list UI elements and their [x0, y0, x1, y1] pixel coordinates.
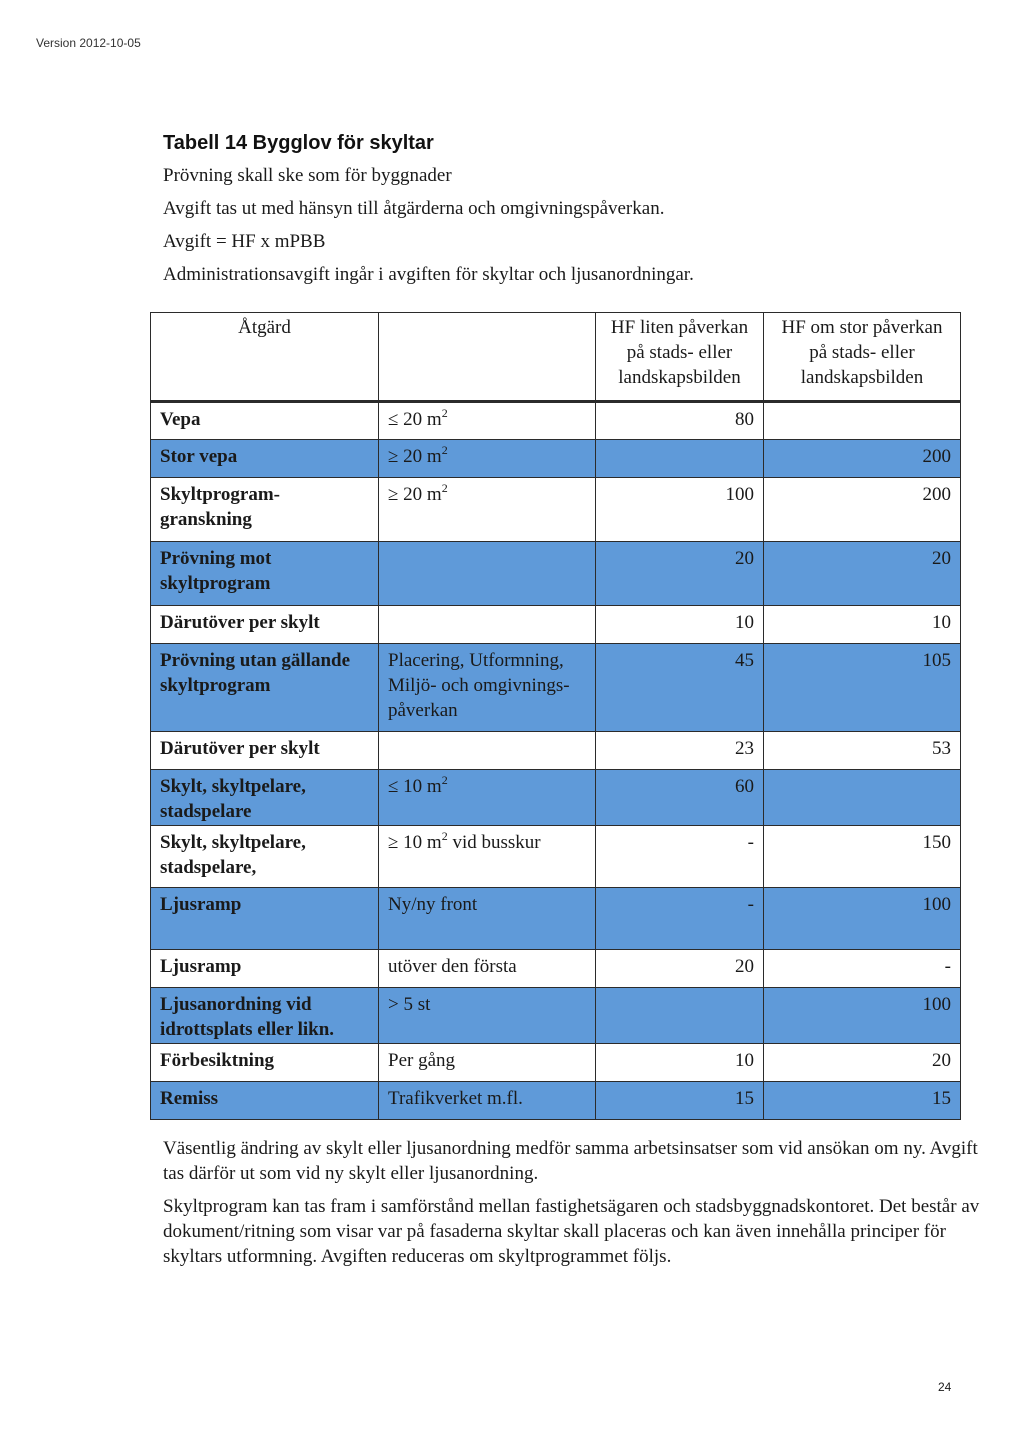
table-row	[151, 1044, 961, 1082]
cell-hf-liten: 80	[596, 402, 764, 440]
cell-hf-stor: 100	[764, 888, 961, 950]
intro-line: Avgift tas ut med hänsyn till åtgärderna och omgivningspåverkan.	[163, 198, 665, 219]
table-row	[151, 644, 961, 732]
cell-atgard: Vepa	[151, 402, 379, 440]
intro-section	[163, 132, 993, 295]
cell-hf-liten: 45	[596, 644, 764, 732]
superscript-exponent: 2	[441, 773, 448, 787]
table-row	[151, 888, 961, 950]
cell-atgard: Skylt, skyltpelare, stadspelare,	[151, 826, 379, 888]
cell-detail-text: ≥ 20 m	[388, 446, 442, 467]
table-row	[151, 478, 961, 542]
cell-detail-text: ≥ 10 m	[388, 832, 442, 853]
cell-detail	[379, 1044, 596, 1082]
cell-hf-stor	[764, 402, 961, 440]
cell-detail	[379, 988, 596, 1044]
cell-hf-liten: 20	[596, 950, 764, 988]
cell-hf-stor	[764, 770, 961, 826]
column-header-atgard: Åtgärd	[151, 313, 379, 402]
cell-atgard: Prövning utan gällande skyltprogram	[151, 644, 379, 732]
cell-detail	[379, 402, 596, 440]
column-header-hf-stor: HF om stor påverkan på stads- eller landskapsbilden	[764, 313, 961, 402]
cell-atgard: Stor vepa	[151, 440, 379, 478]
table-row	[151, 826, 961, 888]
intro-line: Administrationsavgift ingår i avgiften för skyltar och ljusanordningar.	[163, 264, 694, 285]
cell-hf-stor: -	[764, 950, 961, 988]
table-row	[151, 606, 961, 644]
cell-detail	[379, 1082, 596, 1120]
cell-hf-stor: 200	[764, 478, 961, 542]
superscript-exponent: 2	[441, 481, 448, 495]
cell-atgard: Därutöver per skylt	[151, 732, 379, 770]
superscript-exponent: 2	[441, 829, 448, 843]
cell-detail	[379, 826, 596, 888]
cell-detail-text: > 5 st	[388, 994, 431, 1015]
table-row	[151, 988, 961, 1044]
table-row	[151, 732, 961, 770]
version-label: Version 2012-10-05	[36, 36, 141, 50]
cell-atgard: Remiss	[151, 1082, 379, 1120]
cell-hf-liten: -	[596, 888, 764, 950]
table-header-row	[151, 313, 961, 402]
cell-hf-liten: 20	[596, 542, 764, 606]
table-row	[151, 402, 961, 440]
cell-atgard: Ljusramp	[151, 888, 379, 950]
cell-detail-text: ≤ 20 m	[388, 409, 442, 430]
cell-hf-liten: 10	[596, 1044, 764, 1082]
cell-detail	[379, 440, 596, 478]
table-row	[151, 542, 961, 606]
cell-detail-text: Trafikverket m.fl.	[388, 1088, 523, 1109]
table-title: Tabell 14 Bygglov för skyltar	[163, 132, 434, 154]
cell-detail	[379, 644, 596, 732]
cell-detail	[379, 732, 596, 770]
intro-line: Prövning skall ske som för byggnader	[163, 165, 452, 186]
cell-detail-text: Ny/ny front	[388, 894, 478, 915]
cell-atgard: Ljusanordning vid idrottsplats eller likn.	[151, 988, 379, 1044]
cell-hf-stor: 53	[764, 732, 961, 770]
table-row	[151, 440, 961, 478]
cell-hf-stor: 10	[764, 606, 961, 644]
cell-hf-liten: 10	[596, 606, 764, 644]
notes-section	[163, 1136, 993, 1277]
table-row	[151, 770, 961, 826]
cell-detail	[379, 478, 596, 542]
cell-hf-liten: -	[596, 826, 764, 888]
cell-detail	[379, 950, 596, 988]
column-header-hf-liten: HF liten påverkan på stads- eller landskapsbilden	[596, 313, 764, 402]
cell-detail	[379, 606, 596, 644]
cell-hf-liten: 15	[596, 1082, 764, 1120]
cell-detail-text: ≤ 10 m	[388, 776, 442, 797]
cell-atgard: Skylt, skyltpelare, stadspelare	[151, 770, 379, 826]
cell-detail	[379, 542, 596, 606]
note-paragraph: Väsentlig ändring av skylt eller ljusanordning medför samma arbetsinsatser som vid ansökan om ny. Avgift tas därför ut som vid ny skylt eller ljusanordning.	[163, 1138, 978, 1184]
cell-hf-stor: 100	[764, 988, 961, 1044]
superscript-exponent: 2	[441, 406, 448, 420]
cell-hf-stor: 105	[764, 644, 961, 732]
cell-detail	[379, 888, 596, 950]
cell-detail-text: Per gång	[388, 1050, 456, 1071]
cell-atgard: Därutöver per skylt	[151, 606, 379, 644]
cell-hf-liten: 23	[596, 732, 764, 770]
column-header-detail	[379, 313, 596, 402]
cell-atgard: Förbesiktning	[151, 1044, 379, 1082]
fee-table-body	[151, 313, 961, 1120]
cell-hf-liten	[596, 440, 764, 478]
cell-detail-suffix: vid busskur	[447, 832, 541, 853]
superscript-exponent: 2	[441, 443, 448, 457]
cell-hf-stor: 200	[764, 440, 961, 478]
cell-hf-stor: 20	[764, 542, 961, 606]
cell-detail-text: ≥ 20 m	[388, 484, 442, 505]
cell-atgard: Prövning mot skyltprogram	[151, 542, 379, 606]
cell-atgard: Skyltprogram-granskning	[151, 478, 379, 542]
table-row	[151, 1082, 961, 1120]
cell-hf-liten: 60	[596, 770, 764, 826]
cell-hf-liten: 100	[596, 478, 764, 542]
cell-detail-text: utöver den första	[388, 956, 517, 977]
cell-detail-text: Placering, Utformning, Miljö- och omgivnings-påverkan	[388, 650, 570, 721]
cell-hf-liten	[596, 988, 764, 1044]
cell-detail	[379, 770, 596, 826]
intro-line: Avgift = HF x mPBB	[163, 231, 326, 252]
cell-hf-stor: 20	[764, 1044, 961, 1082]
cell-hf-stor: 150	[764, 826, 961, 888]
page-number: 24	[938, 1380, 952, 1394]
table-row	[151, 950, 961, 988]
note-paragraph: Skyltprogram kan tas fram i samförstånd mellan fastighetsägaren och stadsbyggnadskontoret. Det består av dokument/ritning som visar var på fasaderna skyltar skall placeras och kan även innehålla principer för skyltars utformning. Avgiften reduceras om skyltprogrammet följs.	[163, 1196, 980, 1267]
fee-table	[150, 312, 961, 1120]
cell-hf-stor: 15	[764, 1082, 961, 1120]
cell-atgard: Ljusramp	[151, 950, 379, 988]
